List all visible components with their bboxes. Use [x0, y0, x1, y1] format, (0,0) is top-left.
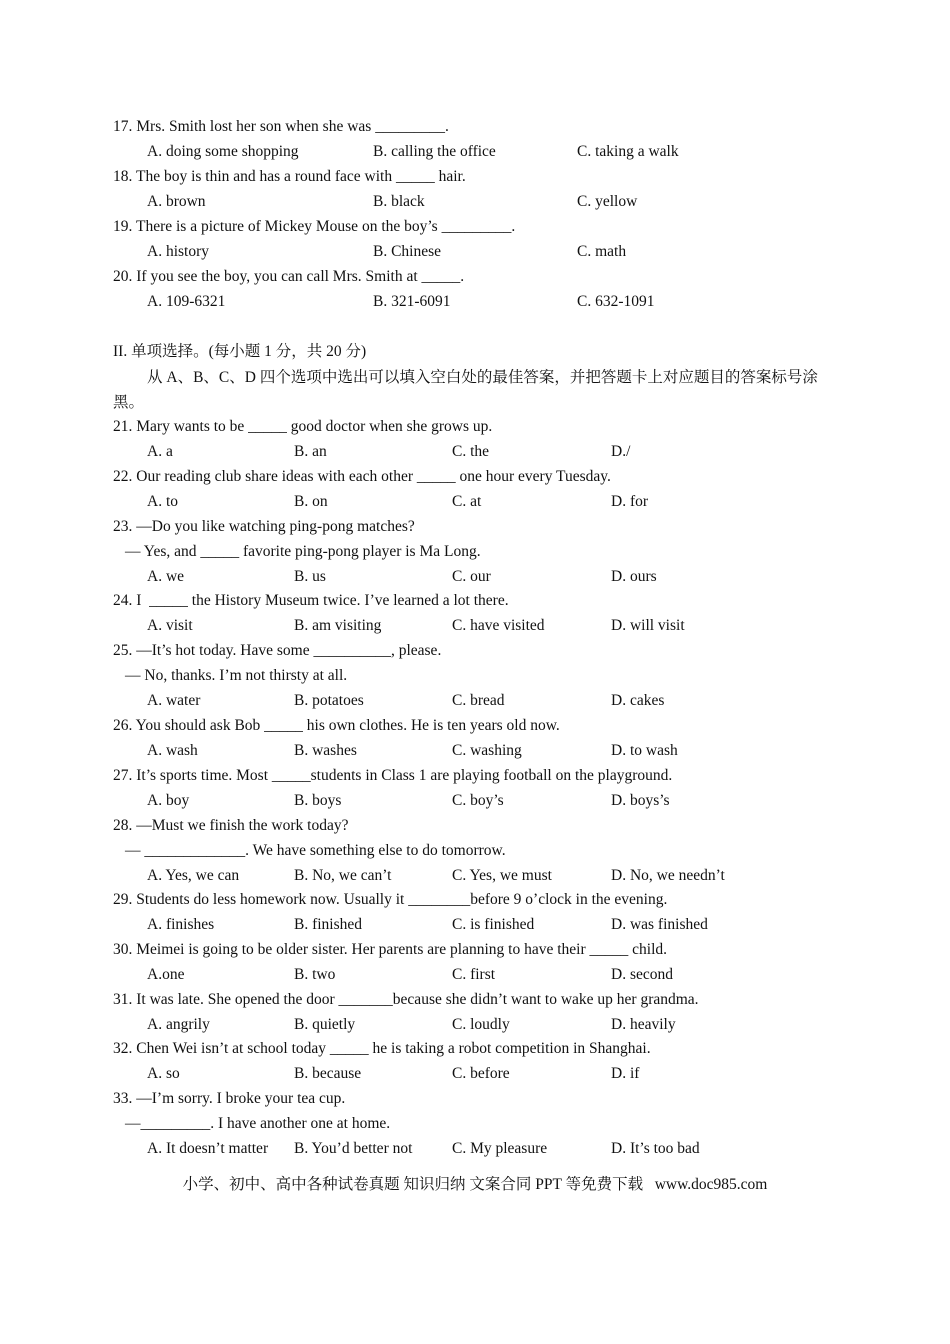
footer-note: 小学、初中、高中各种试卷真题 知识归纳 文案合同 PPT 等免费下载 www.doc985.com [182, 1176, 768, 1193]
answer-option: D. cakes [611, 691, 665, 709]
answer-option: A. brown [147, 192, 206, 210]
answer-option: A. It doesn’t matter [147, 1139, 269, 1157]
question-stem: 20. If you see the boy, you can call Mrs. Smith at _____. [113, 267, 465, 285]
answer-option: C. boy’s [452, 791, 504, 809]
answer-option: D. if [611, 1064, 640, 1082]
answer-option: B. on [294, 492, 328, 510]
answer-option: D. was finished [611, 915, 708, 933]
answer-option: A. water [147, 691, 201, 709]
dialogue-line: — Yes, and _____ favorite ping-pong player is Ma Long. [125, 542, 481, 560]
answer-option: C. 632-1091 [577, 292, 655, 310]
question-stem: 23. —Do you like watching ping-pong matches? [113, 518, 415, 535]
answer-option: A. wash [147, 741, 198, 759]
question-stem: 17. Mrs. Smith lost her son when she was _________. [113, 118, 449, 135]
answer-option: B. quietly [294, 1015, 356, 1033]
answer-option: C. loudly [452, 1015, 510, 1033]
answer-option: B. because [294, 1064, 362, 1082]
answer-option: D. heavily [611, 1015, 676, 1033]
answer-option: A. boy [147, 791, 190, 809]
answer-option: B. washes [294, 741, 357, 759]
answer-option: B. am visiting [294, 616, 382, 634]
answer-option: C. first [452, 965, 496, 983]
answer-option: D. second [611, 965, 673, 983]
answer-option: D. will visit [611, 616, 685, 634]
answer-option: A. visit [147, 616, 193, 634]
answer-option: B. Chinese [373, 242, 442, 260]
answer-option: C. washing [452, 741, 522, 759]
question-stem: 21. Mary wants to be _____ good doctor when she grows up. [113, 418, 493, 435]
section-instruction: 从 A、B、C、D 四个选项中选出可以填入空白处的最佳答案，并把答题卡上对应题目的答案标号涂黑。 [113, 369, 818, 411]
answer-option: B. an [294, 442, 327, 460]
answer-option: B. boys [294, 791, 342, 809]
question-stem: 25. —It’s hot today. Have some __________, please. [113, 642, 442, 659]
section-heading: II. 单项选择。(每小题 1 分，共 20 分) [113, 343, 367, 360]
question-stem: 32. Chen Wei isn’t at school today _____ he is taking a robot competition in Shanghai. [113, 1040, 651, 1057]
answer-option: C. before [452, 1064, 510, 1082]
answer-option: A. so [147, 1064, 180, 1082]
answer-option: C. Yes, we must [452, 866, 552, 884]
answer-option: C. My pleasure [452, 1139, 548, 1157]
answer-option: B. black [373, 192, 425, 210]
answer-option: A. to [147, 492, 178, 510]
question-stem: 22. Our reading club share ideas with each other _____ one hour every Tuesday. [113, 468, 611, 485]
question-stem: 28. —Must we finish the work today? [113, 817, 349, 834]
answer-option: A. angrily [147, 1015, 210, 1033]
question-stem: 18. The boy is thin and has a round face with _____ hair. [113, 167, 466, 185]
question-stem: 30. Meimei is going to be older sister. Her parents are planning to have their _____ child. [113, 941, 667, 958]
question-stem: 19. There is a picture of Mickey Mouse on the boy’s _________. [113, 217, 516, 235]
answer-option: A. finishes [147, 915, 215, 933]
answer-option: C. taking a walk [577, 142, 679, 160]
answer-option: B. finished [294, 915, 363, 933]
answer-option: A. doing some shopping [147, 142, 299, 160]
question-stem: 29. Students do less homework now. Usually it ________before 9 o’clock in the evening. [113, 891, 668, 908]
answer-option: D. No, we needn’t [611, 866, 725, 884]
answer-option: D. ours [611, 567, 657, 585]
answer-option: C. our [452, 567, 491, 585]
answer-option: D. It’s too bad [611, 1139, 700, 1157]
dialogue-line: — No, thanks. I’m not thirsty at all. [125, 666, 348, 684]
dialogue-line: —_________. I have another one at home. [125, 1114, 391, 1132]
answer-option: D./ [611, 442, 631, 460]
answer-option: D. for [611, 492, 649, 510]
answer-option: C. math [577, 242, 627, 260]
answer-option: B. us [294, 567, 326, 585]
answer-option: B. potatoes [294, 691, 364, 709]
answer-option: B. You’d better not [294, 1139, 413, 1157]
answer-option: C. have visited [452, 616, 545, 634]
answer-option: D. to wash [611, 741, 678, 759]
answer-option: C. at [452, 492, 482, 510]
answer-option: A. a [147, 442, 173, 460]
question-stem: 33. —I’m sorry. I broke your tea cup. [113, 1090, 346, 1107]
answer-option: B. 321-6091 [373, 292, 451, 310]
answer-option: A. history [147, 242, 209, 260]
dialogue-line: — _____________. We have something else to do tomorrow. [125, 841, 506, 859]
answer-option: B. two [294, 965, 336, 983]
answer-option: C. is finished [452, 915, 535, 933]
answer-option: A.one [147, 965, 185, 983]
answer-option: A. we [147, 567, 185, 585]
answer-option: C. bread [452, 691, 505, 709]
question-stem: 26. You should ask Bob _____ his own clothes. He is ten years old now. [113, 717, 560, 734]
answer-option: B. calling the office [373, 142, 496, 160]
answer-option: D. boys’s [611, 791, 670, 809]
answer-option: B. No, we can’t [294, 866, 392, 884]
answer-option: A. 109-6321 [147, 292, 226, 310]
answer-option: C. yellow [577, 192, 638, 210]
question-stem: 27. It’s sports time. Most _____students in Class 1 are playing football on the playground. [113, 767, 673, 784]
answer-option: A. Yes, we can [147, 866, 240, 884]
question-stem: 31. It was late. She opened the door _______because she didn’t want to wake up her grandma. [113, 991, 699, 1008]
answer-option: C. the [452, 442, 490, 460]
question-stem: 24. I _____ the History Museum twice. I’ve learned a lot there. [113, 592, 509, 609]
